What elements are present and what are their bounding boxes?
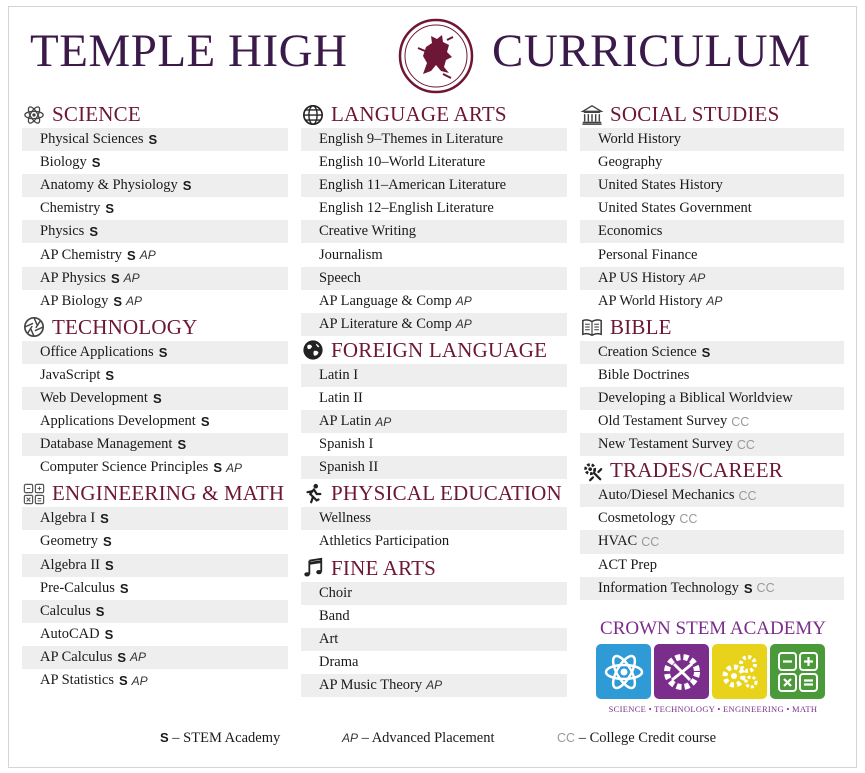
- course-row: [580, 530, 844, 553]
- stem-tag: S: [743, 580, 753, 596]
- crown-stem-academy: [594, 618, 832, 714]
- course-row: [22, 174, 288, 197]
- stem-tag: S: [113, 293, 123, 309]
- calculator-grid-icon: [22, 482, 46, 506]
- stem-tag: S: [95, 603, 105, 619]
- course-name: Band: [319, 607, 350, 624]
- course-name: Auto/Diesel Mechanics: [598, 487, 735, 504]
- stem-tag: S: [158, 344, 168, 360]
- ap-tag: AP: [375, 414, 392, 429]
- section-title: SCIENCE: [52, 102, 141, 126]
- stem-tag: S: [105, 367, 115, 383]
- course-name: Office Applications: [40, 343, 154, 360]
- course-row: [22, 128, 288, 151]
- ap-tag: AP: [455, 317, 472, 332]
- course-name: Pre-Calculus: [40, 579, 115, 596]
- cc-tag: CC: [738, 488, 757, 503]
- crown-title: CROWN STEM ACADEMY: [600, 618, 826, 639]
- course-name: AP Biology: [40, 292, 109, 309]
- course-name: AP Literature & Comp: [319, 315, 452, 332]
- section-header: [22, 101, 288, 128]
- atom-icon: [22, 103, 46, 127]
- legend-stem: [160, 730, 280, 747]
- course-row: [22, 600, 288, 623]
- course-row: [580, 243, 844, 266]
- course-row: [580, 128, 844, 151]
- cc-tag: CC: [756, 581, 775, 596]
- course-name: Biology: [40, 154, 87, 171]
- course-name: Anatomy & Physiology: [40, 177, 178, 194]
- music-note-icon: [301, 556, 325, 580]
- title-right: CURRICULUM: [492, 25, 811, 77]
- course-name: Spanish I: [319, 436, 374, 453]
- course-row: [22, 290, 288, 313]
- ap-tag: AP: [139, 248, 156, 263]
- course-row: [301, 530, 567, 553]
- stem-tag: S: [91, 155, 101, 171]
- course-name: AutoCAD: [40, 625, 100, 642]
- course-name: Latin II: [319, 389, 363, 406]
- runner-icon: [301, 482, 325, 506]
- column-2: [301, 100, 567, 697]
- course-name: New Testament Survey: [598, 436, 733, 453]
- course-name: Old Testament Survey: [598, 413, 728, 430]
- courthouse-icon: [580, 103, 604, 127]
- course-name: Art: [319, 630, 339, 647]
- course-name: Database Management: [40, 436, 173, 453]
- course-name: Chemistry: [40, 200, 101, 217]
- section-header: [22, 480, 288, 507]
- course-row: [22, 577, 288, 600]
- ap-tag: AP: [131, 673, 148, 688]
- course-name: Creation Science: [598, 343, 697, 360]
- section-header: [580, 101, 844, 128]
- ap-tag: AP: [226, 460, 243, 475]
- course-name: Algebra II: [40, 556, 100, 573]
- section-header: [301, 555, 567, 582]
- stem-tag: S: [182, 178, 192, 194]
- course-name: Physics: [40, 223, 85, 240]
- globe-icon: [301, 103, 325, 127]
- course-row: [301, 410, 567, 433]
- course-name: Speech: [319, 269, 361, 286]
- section-header: [580, 314, 844, 341]
- course-row: [580, 387, 844, 410]
- course-row: [301, 128, 567, 151]
- course-row: [580, 151, 844, 174]
- section-title: TRADES/CAREER: [610, 458, 783, 483]
- course-name: HVAC: [598, 533, 638, 550]
- course-name: AP Statistics: [40, 672, 114, 689]
- course-name: AP Chemistry: [40, 246, 123, 263]
- section-title: LANGUAGE ARTS: [331, 102, 507, 126]
- section-header: [301, 337, 567, 364]
- gear-wrench-icon: [580, 459, 604, 483]
- course-row: [301, 582, 567, 605]
- stem-tag: S: [104, 626, 114, 642]
- course-name: AP Latin: [319, 413, 372, 430]
- course-row: [301, 674, 567, 697]
- stem-tag: S: [213, 460, 222, 476]
- course-name: Cosmetology: [598, 510, 676, 527]
- course-name: English 11–American Literature: [319, 177, 507, 194]
- course-name: English 12–English Literature: [319, 200, 494, 217]
- ap-tag: AP: [126, 294, 143, 309]
- course-name: Web Development: [40, 389, 148, 406]
- course-row: [580, 577, 844, 600]
- course-name: Economics: [598, 223, 663, 240]
- cc-tag: CC: [731, 414, 750, 429]
- course-name: AP Calculus: [40, 648, 113, 665]
- course-row: [580, 364, 844, 387]
- course-row: [301, 628, 567, 651]
- math-operators-icon: [770, 644, 825, 699]
- stem-tag: S: [119, 580, 129, 596]
- header: [0, 6, 865, 88]
- course-name: AP Physics: [40, 269, 106, 286]
- lion-crest-icon: [396, 16, 476, 96]
- course-row: [580, 484, 844, 507]
- section-title: SOCIAL STUDIES: [610, 102, 780, 126]
- course-row: [22, 554, 288, 577]
- ap-tag: AP: [426, 678, 443, 693]
- course-name: Geometry: [40, 533, 98, 550]
- title-left: TEMPLE HIGH: [30, 25, 348, 77]
- course-row: [301, 174, 567, 197]
- legend-ap-tag: AP: [342, 731, 359, 745]
- course-name: English 9–Themes in Literature: [319, 131, 504, 148]
- course-name: English 10–World Literature: [319, 154, 486, 171]
- course-row: [22, 456, 288, 479]
- course-name: Bible Doctrines: [598, 366, 690, 383]
- course-name: Athletics Participation: [319, 533, 450, 550]
- course-row: [580, 554, 844, 577]
- course-name: Developing a Biblical Worldview: [598, 389, 793, 406]
- course-name: Spanish II: [319, 459, 379, 476]
- course-row: [301, 243, 567, 266]
- course-row: [22, 267, 288, 290]
- course-row: [301, 507, 567, 530]
- course-row: [580, 341, 844, 364]
- gears-icon: [712, 644, 767, 699]
- crown-subtitle: SCIENCE • TECHNOLOGY • ENGINEERING • MATH: [608, 704, 818, 714]
- course-row: [22, 243, 288, 266]
- stem-tag: S: [117, 649, 127, 665]
- course-name: Personal Finance: [598, 246, 698, 263]
- stem-tag: S: [701, 344, 711, 360]
- course-row: [301, 151, 567, 174]
- course-name: Journalism: [319, 246, 383, 263]
- ap-tag: AP: [706, 294, 723, 309]
- course-row: [22, 646, 288, 669]
- section-title: FOREIGN LANGUAGE: [331, 337, 548, 362]
- course-row: [22, 410, 288, 433]
- ap-tag: AP: [123, 271, 140, 286]
- stem-tag: S: [104, 557, 114, 573]
- legend-cc: [557, 730, 716, 747]
- course-row: [22, 151, 288, 174]
- course-row: [301, 220, 567, 243]
- section-header: [301, 480, 567, 507]
- course-row: [22, 387, 288, 410]
- course-row: [22, 623, 288, 646]
- course-name: Geography: [598, 154, 663, 171]
- course-name: World History: [598, 131, 682, 148]
- stem-tag: S: [200, 414, 210, 430]
- course-row: [301, 267, 567, 290]
- crown-tiles: [596, 644, 832, 699]
- course-row: [301, 290, 567, 313]
- section-title: ENGINEERING & MATH: [52, 481, 285, 506]
- course-row: [301, 433, 567, 456]
- open-book-icon: [580, 315, 604, 339]
- course-row: [580, 290, 844, 313]
- course-row: [580, 197, 844, 220]
- aperture-icon: [22, 315, 46, 339]
- course-name: ACT Prep: [598, 556, 657, 573]
- course-row: [580, 174, 844, 197]
- course-name: Calculus: [40, 602, 91, 619]
- stem-tag: S: [152, 390, 162, 406]
- course-row: [22, 530, 288, 553]
- course-name: Computer Science Principles: [40, 459, 209, 476]
- section-header: [580, 457, 844, 484]
- cc-tag: CC: [736, 437, 755, 452]
- atom-icon: [596, 644, 651, 699]
- column-3: [580, 100, 844, 600]
- course-row: [22, 197, 288, 220]
- course-row: [301, 605, 567, 628]
- course-name: AP US History: [598, 269, 686, 286]
- course-name: AP Language & Comp: [319, 292, 452, 309]
- course-name: Information Technology: [598, 579, 739, 596]
- section-title: PHYSICAL EDUCATION: [331, 481, 562, 506]
- stem-tag: S: [100, 511, 109, 527]
- course-name: Physical Sciences: [40, 131, 144, 148]
- stem-tag: S: [89, 224, 98, 240]
- cc-tag: CC: [641, 534, 660, 549]
- legend-stem-label: – STEM Academy: [168, 730, 281, 746]
- course-name: United States History: [598, 177, 723, 194]
- course-row: [22, 341, 288, 364]
- stem-tag: S: [127, 247, 136, 263]
- stem-tag: S: [177, 437, 187, 453]
- stem-tag: S: [148, 132, 158, 148]
- course-name: AP Music Theory: [319, 676, 423, 693]
- ap-tag: AP: [130, 650, 147, 665]
- legend-ap-label: – Advanced Placement: [358, 730, 495, 746]
- stem-tag: S: [110, 270, 120, 286]
- ap-tag: AP: [455, 294, 472, 309]
- ap-tag: AP: [689, 271, 706, 286]
- course-name: Creative Writing: [319, 223, 416, 240]
- course-row: [22, 364, 288, 387]
- course-row: [301, 456, 567, 479]
- course-row: [22, 669, 288, 692]
- course-row: [301, 364, 567, 387]
- section-title: TECHNOLOGY: [52, 314, 198, 339]
- course-row: [580, 433, 844, 456]
- course-row: [301, 387, 567, 410]
- stem-tag: S: [119, 673, 128, 689]
- course-row: [301, 313, 567, 336]
- legend-ap: [342, 730, 495, 747]
- course-name: JavaScript: [40, 366, 101, 383]
- column-1: [22, 100, 288, 692]
- course-row: [301, 651, 567, 674]
- course-row: [301, 197, 567, 220]
- legend-stem-tag: S: [160, 730, 169, 745]
- course-name: Applications Development: [40, 413, 196, 430]
- course-row: [580, 410, 844, 433]
- course-row: [22, 433, 288, 456]
- course-name: Wellness: [319, 510, 371, 527]
- course-row: [22, 507, 288, 530]
- course-row: [580, 267, 844, 290]
- section-title: BIBLE: [610, 314, 672, 339]
- legend-cc-tag: CC: [557, 731, 576, 745]
- stem-tag: S: [102, 534, 112, 550]
- section-title: FINE ARTS: [331, 555, 436, 580]
- course-name: Algebra I: [40, 510, 96, 527]
- legend-cc-label: – College Credit course: [575, 730, 716, 746]
- section-header: [22, 314, 288, 341]
- dna-icon: [654, 644, 709, 699]
- legend: [0, 730, 865, 750]
- earth-icon: [301, 338, 325, 362]
- course-row: [580, 507, 844, 530]
- course-row: [22, 220, 288, 243]
- section-header: [301, 101, 567, 128]
- course-row: [580, 220, 844, 243]
- cc-tag: CC: [679, 511, 698, 526]
- course-name: AP World History: [598, 292, 703, 309]
- course-name: Drama: [319, 653, 359, 670]
- stem-tag: S: [105, 201, 115, 217]
- course-name: Latin I: [319, 366, 359, 383]
- course-name: Choir: [319, 584, 353, 601]
- course-name: United States Government: [598, 200, 752, 217]
